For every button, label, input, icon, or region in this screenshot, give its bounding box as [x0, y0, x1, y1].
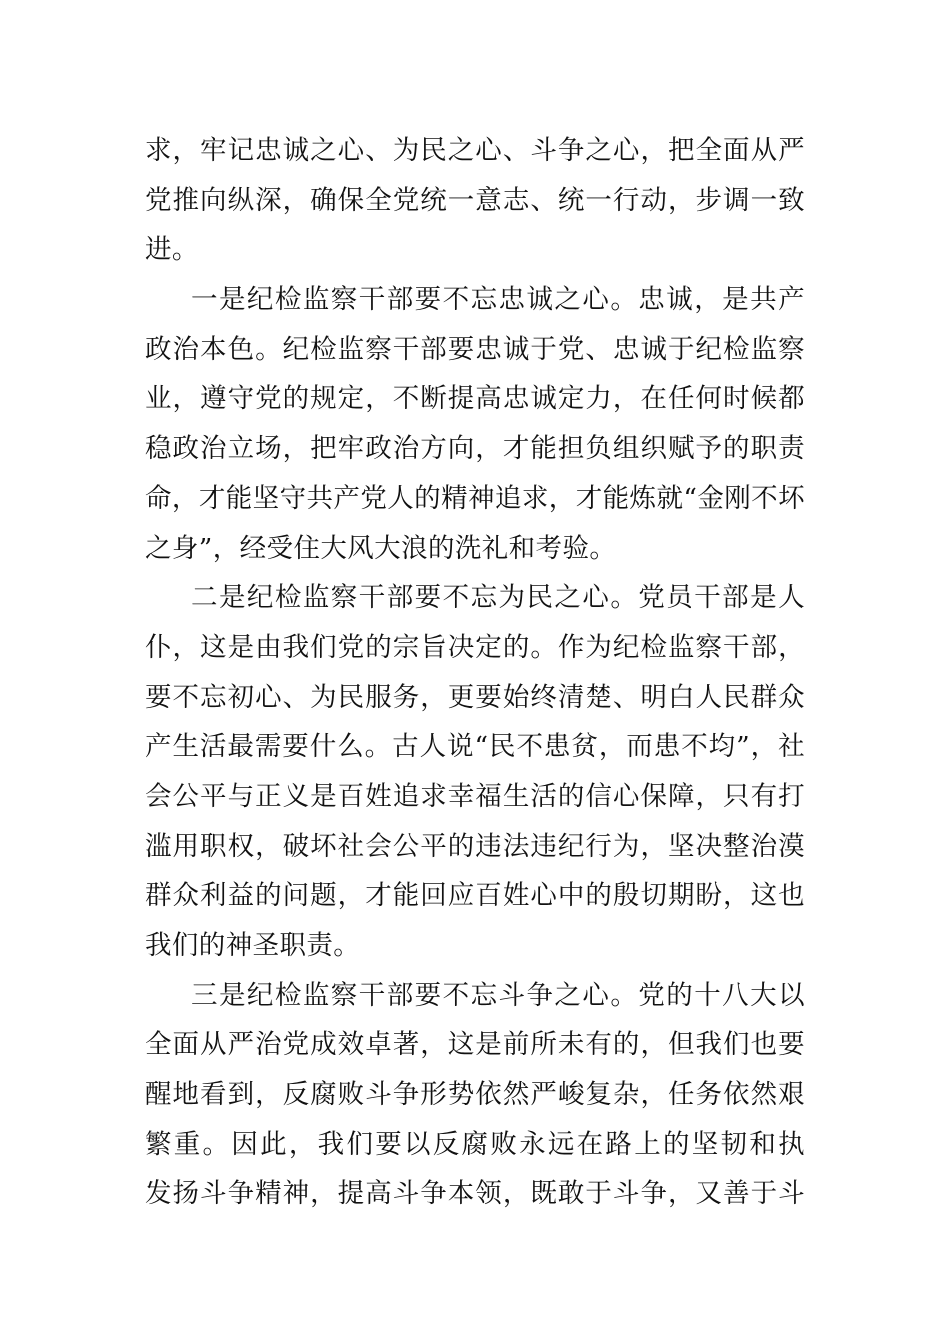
text-line: 滥用职权，破坏社会公平的违法违纪行为，坚决整治漠	[145, 830, 805, 862]
text-line: 政治本色。纪检监察干部要忠诚于党、忠诚于纪检监察	[145, 333, 805, 365]
paragraph-first-line: 三是纪检监察干部要不忘斗争之心。党的十八大以	[191, 979, 805, 1011]
paragraph-first-line: 一是纪检监察干部要不忘忠诚之心。忠诚，是共产	[191, 284, 805, 316]
text-line: 命，才能坚守共产党人的精神追求，才能炼就“金刚不坏	[145, 482, 805, 514]
text-line: 要不忘初心、为民服务，更要始终清楚、明白人民群众	[145, 681, 805, 713]
body-text	[145, 126, 805, 1219]
text-line: 全面从严治党成效卓著，这是前所未有的，但我们也要	[145, 1029, 805, 1061]
text-line: 繁重。因此，我们要以反腐败永远在路上的坚韧和执	[145, 1128, 805, 1160]
text-line: 我们的神圣职责。	[145, 930, 361, 961]
text-line: 发扬斗争精神，提高斗争本领，既敢于斗争，又善于斗	[145, 1178, 805, 1210]
text-line: 产生活最需要什么。古人说“民不患贫，而患不均”，社	[145, 731, 805, 763]
text-line: 会公平与正义是百姓追求幸福生活的信心保障，只有打	[145, 780, 805, 812]
paragraph-first-line: 二是纪检监察干部要不忘为民之心。党员干部是人	[191, 582, 805, 614]
text-line: 群众利益的问题，才能回应百姓心中的殷切期盼，这也	[145, 880, 805, 912]
text-line: 仆，这是由我们党的宗旨决定的。作为纪检监察干部，	[145, 631, 805, 663]
text-line: 醒地看到，反腐败斗争形势依然严峻复杂，任务依然艰	[145, 1079, 805, 1111]
text-line: 进。	[145, 234, 199, 266]
text-line: 之身”，经受住大风大浪的洗礼和考验。	[145, 532, 617, 564]
text-line: 党推向纵深，确保全党统一意志、统一行动，步调一致	[145, 184, 805, 216]
text-line: 稳政治立场，把牢政治方向，才能担负组织赋予的职责	[145, 433, 805, 465]
text-line: 求，牢记忠诚之心、为民之心、斗争之心，把全面从严	[145, 135, 805, 166]
text-line: 业，遵守党的规定，不断提高忠诚定力，在任何时候都	[145, 383, 805, 415]
